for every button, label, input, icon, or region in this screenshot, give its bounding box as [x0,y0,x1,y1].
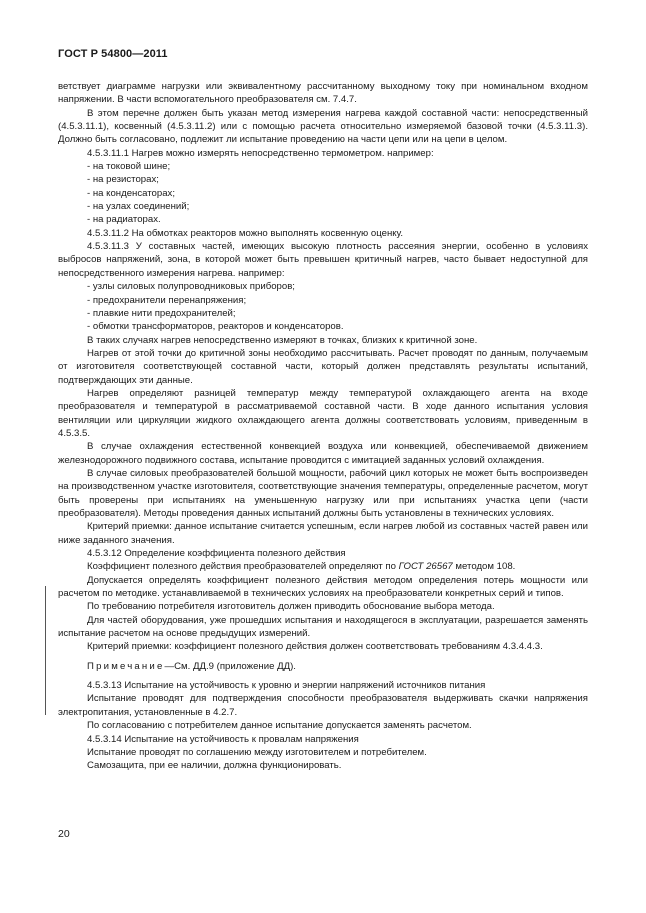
paragraph: ветствует диаграмме нагрузки или эквивалентному рассчитанному выходному току при номинальном входном напряжении. В части вспомогательного преобразователя см. 7.4.7. [58,81,588,106]
paragraph: Допускается определять коэффициент полезного действия методом определения потерь мощности или расчетом по методике. устанавливаемой в технических условиях на преобразователи конкретных серий и типов. [58,574,588,600]
paragraph: Самозащита, при ее наличии, должна функционировать. [87,760,342,772]
page-number: 20 [58,828,70,840]
list-item: - на конденсаторах; [87,187,176,199]
paragraph [58,560,588,573]
paragraph: Нагрев от этой точки до критичной зоны необходимо рассчитывать. Расчет проводят по данным, получаемым от изготовителя соответствующей составной части, который должен представлять результаты испытаний, подтверждающих эти данные. [58,347,588,386]
list-item: - обмотки трансформаторов, реакторов и конденсаторов. [87,321,344,333]
text-span: методом 108. [452,561,516,573]
paragraph: Для частей оборудования, уже прошедших испытания и находящегося в эксплуатации, разрешается заменять испытание расчетом на основе предыдущих измерений. [58,614,588,640]
clause-4-5-3-11-2: 4.5.3.11.2 На обмотках реакторов можно выполнять косвенную оценку. [87,227,404,239]
clause-4-5-3-12: 4.5.3.12 Определение коэффициента полезного действия [87,548,346,560]
note-label: Примечание [87,660,165,672]
clause-4-5-3-14: 4.5.3.14 Испытание на устойчивость к провалам напряжения [87,733,359,745]
paragraph: В этом перечне должен быть указан метод измерения нагрева каждой составной части: непосредственный (4.5.3.11.1), косвенный (4.5.3.11.2) или с помощью расчета относительно измеряемой базовой точки (4.5.3.11.3). Должно быть согласовано, подлежит ли испытание проведению на части цепи или на цепи в целом. [58,107,588,146]
paragraph: В случае охлаждения естественной конвекцией воздуха или конвекцией, обеспечиваемой движением железнодорожного подвижного состава, испытание проводится с имитацией заданных условий охлаждения. [58,441,588,466]
list-item: - на радиаторах. [87,214,161,226]
page-header: ГОСТ Р 54800—2011 [58,48,168,60]
acceptance-criterion: Критерий приемки: коэффициент полезного действия должен соответствовать требованиям 4.3.4.4.3. [87,641,543,653]
list-item: - плавкие нити предохранителей; [87,307,236,319]
list-item: - на узлах соединений; [87,201,190,213]
clause-4-5-3-11-3: 4.5.3.11.3 У составных частей, имеющих высокую плотность рассеяния энергии, особенно в условиях выбросов напряжений, зона, в которой может быть превышен критичный нагрев, часто бывает недоступной для непосредственного измерения нагрева. например: [58,241,588,279]
note [58,660,588,673]
note-text: —См. ДД.9 (приложение ДД). [164,660,296,672]
text-span: Коэффициент полезного действия преобразователей определяют по [87,561,399,573]
list-item: - предохранители перенапряжения; [87,294,247,306]
clause-4-5-3-11-1: 4.5.3.11.1 Нагрев можно измерять непосредственно термометром. например: [87,147,434,159]
paragraph: Нагрев определяют разницей температур между температурой охлаждающего агента на входе преобразователя и температурой в рассматриваемой составной части. В ходе данного испытания условия вентиляции или циркуляции жидкого охлаждающего агента должны соответствовать условиям, приведенным в 4.5.3.5. [58,387,588,439]
acceptance-criterion: Критерий приемки: данное испытание считается успешным, если нагрев любой из составных частей равен или ниже заданного значения. [58,521,588,546]
list-item: - на резисторах; [87,174,159,186]
paragraph: В таких случаях нагрев непосредственно измеряют в точках, близких к критичной зоне. [87,334,478,346]
document-body [58,80,588,773]
standard-reference: ГОСТ 26567 [398,561,453,573]
list-item: - узлы силовых полупроводниковых приборов; [87,281,295,293]
clause-4-5-3-13: 4.5.3.13 Испытание на устойчивость к уровню и энергии напряжений источников питания [87,680,486,692]
revision-margin-bar [45,586,46,715]
paragraph: По согласованию с потребителем данное испытание допускается заменять расчетом. [87,720,472,732]
paragraph: Испытание проводят для подтверждения способности преобразователя выдерживать скачки напряжения электропитания, установленные в 4.2.7. [58,693,588,718]
paragraph: В случае силовых преобразователей большой мощности, рабочий цикл которых не может быть воспроизведен на производственном участке изготовителя, соответствующие значения температуры, определенные расчетом, могут быть проверены при испытаниях на уменьшенную нагрузку или при испытаниях участка цепи (части преобразователя). Методы проведения данных испытаний должны быть установлены в технических условиях. [58,467,588,519]
list-item: - на токовой шине; [87,161,171,173]
paragraph: По требованию потребителя изготовитель должен приводить обоснование выбора метода. [87,601,495,613]
paragraph: Испытание проводят по соглашению между изготовителем и потребителем. [87,746,427,758]
